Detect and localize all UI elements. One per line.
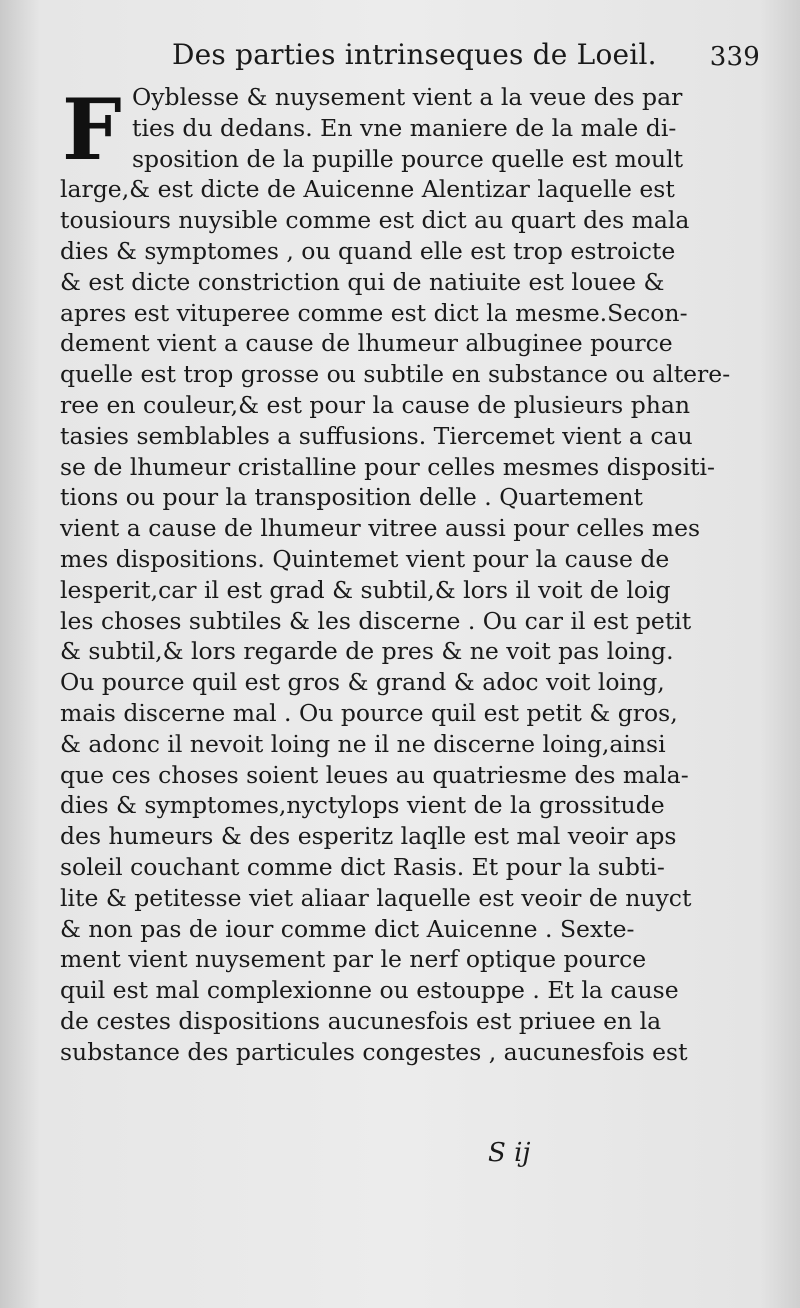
text-line: dement vient a cause de lhumeur albuginee pource	[60, 329, 673, 358]
text-line: de cestes dispositions aucunesfois est priuee en la	[60, 1006, 662, 1035]
body-text	[60, 82, 731, 1068]
text-line: dies & symptomes,nyctylops vient de la grossitude	[60, 791, 665, 820]
text-line: des humeurs & des esperitz laqlle est mal veoir aps	[60, 822, 677, 851]
text-line: tasies semblables a suffusions. Tiercemet vient a cau	[60, 421, 693, 450]
text-line: & est dicte constriction qui de natiuite est louee &	[60, 267, 665, 296]
text-line: & non pas de iour comme dict Auicenne . Sexte-	[60, 914, 635, 943]
text-line: lite & petitesse viet aliaar laquelle est veoir de nuyct	[60, 883, 692, 912]
text-line: ree en couleur,& est pour la cause de plusieurs phan	[60, 390, 691, 419]
text-line: & adonc il nevoit loing ne il ne discerne loing,ainsi	[60, 729, 666, 758]
drop-cap-initial: F	[62, 80, 122, 179]
text-line: tousiours nuysible comme est dict au quart des mala	[60, 206, 690, 235]
text-line: les choses subtiles & les discerne . Ou car il est petit	[60, 606, 692, 635]
text-line: mes dispositions. Quintemet vient pour la cause de	[60, 544, 670, 573]
page-header	[172, 38, 760, 78]
text-line: dies & symptomes , ou quand elle est trop estroicte	[60, 236, 676, 265]
text-line: apres est vituperee comme est dict la mesme.Secon-	[60, 298, 688, 327]
text-line: tions ou pour la transposition delle . Quartement	[60, 483, 643, 512]
text-line: Oyblesse & nuysement vient a la veue des par	[132, 83, 683, 111]
text-line: & subtil,& lors regarde de pres & ne voit pas loing.	[60, 637, 674, 666]
text-line: se de lhumeur cristalline pour celles mesmes dispositi-	[60, 452, 715, 481]
text-line: large,& est dicte de Auicenne Alentizar laquelle est	[60, 175, 675, 204]
text-line: Ou pource quil est gros & grand & adoc voit loing,	[60, 668, 665, 697]
text-line: ties du dedans. En vne maniere de la male di-	[132, 113, 677, 142]
running-head: Des parties intrinseques de Loeil.	[172, 38, 657, 71]
text-line: mais discerne mal . Ou pource quil est petit & gros,	[60, 698, 678, 727]
text-line: substance des particules congestes , aucunesfois est	[60, 1037, 688, 1066]
text-line: quelle est trop grosse ou subtile en substance ou altere-	[60, 360, 731, 389]
text-line: que ces choses soient leues au quatriesme des mala-	[60, 760, 689, 789]
text-line: lesperit,car il est grad & subtil,& lors il voit de loig	[60, 575, 671, 604]
text-line: sposition de la pupille pource quelle est moult	[132, 144, 684, 173]
text-line: vient a cause de lhumeur vitree aussi pour celles mes	[60, 514, 701, 543]
text-line: ment vient nuysement par le nerf optique pource	[60, 945, 647, 974]
signature-mark: S ij	[488, 1138, 531, 1168]
page-number: 339	[709, 42, 760, 72]
text-line: soleil couchant comme dict Rasis. Et pour la subti-	[60, 852, 665, 881]
text-line: quil est mal complexionne ou estouppe . Et la cause	[60, 976, 679, 1005]
